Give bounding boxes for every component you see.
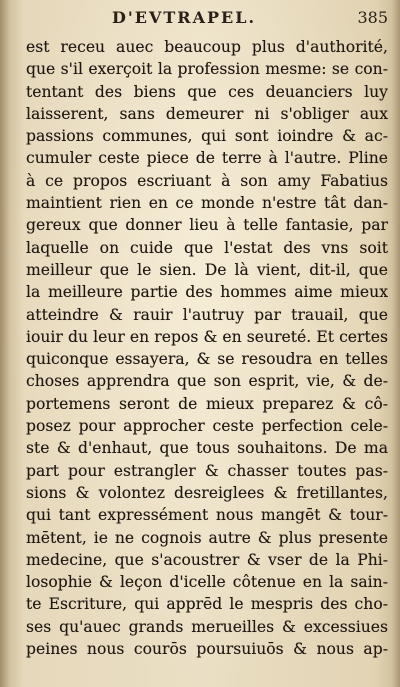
text-line: cumuler ceste piece de terre à l'autre. Pline bbox=[26, 149, 388, 168]
text-line: maintient rien en ce monde n'estre tât dan- bbox=[26, 194, 388, 213]
text-line: choses apprendra que son esprit, vie, & de- bbox=[26, 372, 388, 391]
running-title: D'EVTRAPEL. bbox=[112, 8, 257, 27]
text-line: laquelle on cuide que l'estat des vns soit bbox=[26, 238, 388, 257]
text-line: laisserent, sans demeurer ni s'obliger aux bbox=[26, 104, 388, 123]
text-line: que s'il exerçoit la profession mesme: se con- bbox=[26, 60, 388, 79]
text-line: quiconque essayera, & se resoudra en telles bbox=[26, 350, 388, 369]
text-line: ste & d'enhaut, que tous souhaitons. De ma bbox=[26, 439, 388, 458]
text-line: mētent, ie ne cognois autre & plus presente bbox=[26, 528, 388, 547]
text-line: meilleur que le sien. De là vient, dit-il, que bbox=[26, 260, 388, 279]
text-line: atteindre & rauir l'autruy par trauail, que bbox=[26, 305, 388, 324]
text-line: medecine, que s'acoustrer & vser de la Phi- bbox=[26, 550, 388, 569]
page-right-edge-shadow bbox=[392, 0, 400, 687]
running-head bbox=[0, 8, 400, 30]
text-line: tentant des biens que ces deuanciers luy bbox=[26, 82, 388, 101]
page-number: 385 bbox=[357, 8, 388, 27]
text-line: à ce propos escriuant à son amy Fabatius bbox=[26, 171, 388, 190]
text-line: est receu auec beaucoup plus d'authorité, bbox=[26, 38, 388, 56]
text-line: passions communes, qui sont ioindre & ac- bbox=[26, 127, 388, 146]
text-line: la meilleure partie des hommes aime mieux bbox=[26, 283, 388, 302]
text-line: part pour estrangler & chasser toutes pas- bbox=[26, 461, 388, 480]
text-line: portemens seront de mieux preparez & cô- bbox=[26, 394, 388, 413]
text-line: qui tant expressément nous mangēt & tour- bbox=[26, 506, 388, 525]
page-left-edge-shadow bbox=[0, 0, 10, 687]
text-line: peines nous courōs poursuiuōs & nous ap- bbox=[26, 640, 388, 659]
text-line: posez pour approcher ceste perfection cele- bbox=[26, 417, 388, 436]
text-line: losophie & leçon d'icelle côtenue en la sain- bbox=[26, 573, 388, 592]
text-line: iouir du leur en repos & en seureté. Et certes bbox=[26, 327, 388, 346]
text-line: ses qu'auec grands merueilles & excessiues bbox=[26, 617, 388, 636]
text-body bbox=[26, 36, 388, 660]
text-line: gereux que donner lieu à telle fantasie, par bbox=[26, 216, 388, 235]
text-line: te Escriture, qui apprēd le mespris des cho- bbox=[26, 595, 388, 614]
text-line: sions & volontez desreiglees & fretillantes, bbox=[26, 483, 388, 502]
